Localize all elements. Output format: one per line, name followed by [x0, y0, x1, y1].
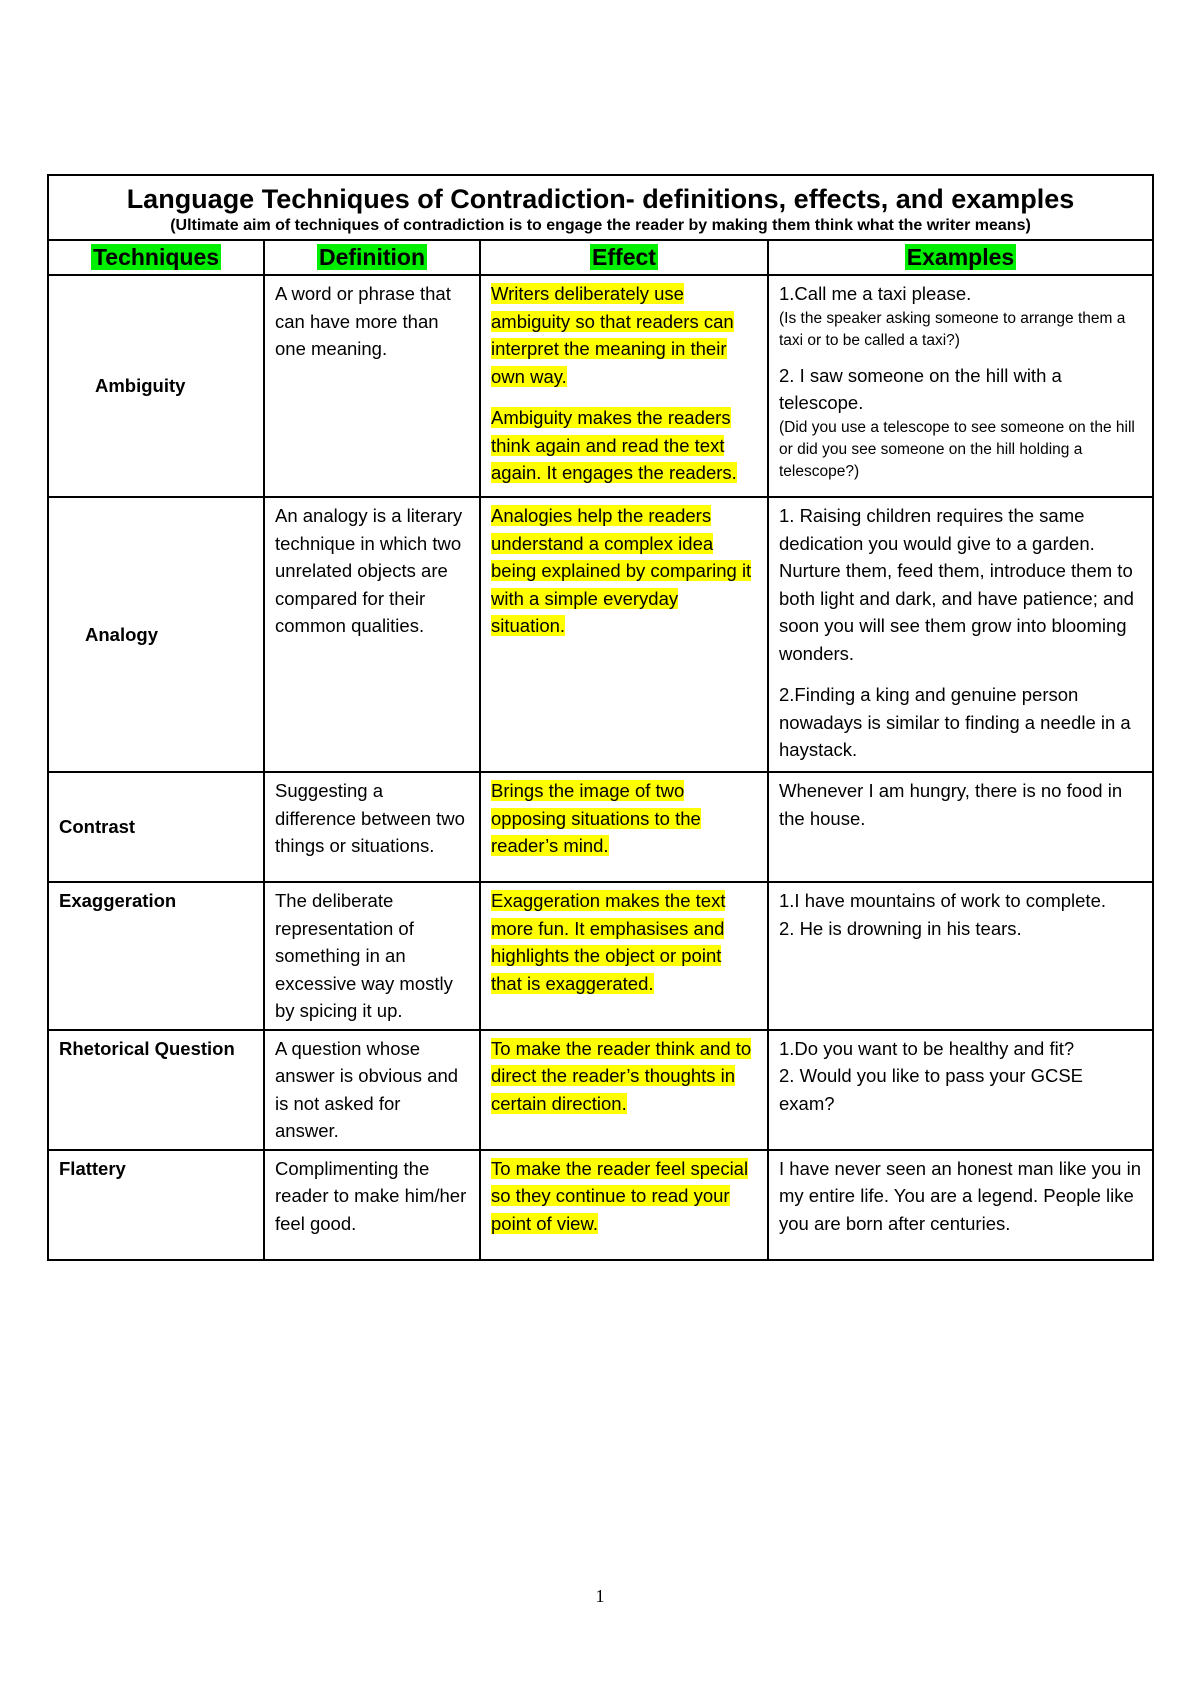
technique-label: Contrast: [59, 816, 136, 838]
definition-cell: [264, 1030, 480, 1150]
example-text: 2. Would you like to pass your GCSE exam?: [779, 1065, 1084, 1114]
technique-ambiguity: [48, 275, 264, 497]
technique-analogy: [48, 497, 264, 772]
effect-cell: [480, 772, 768, 882]
technique-label: Ambiguity: [95, 375, 186, 397]
definition-text: A word or phrase that can have more than one meaning.: [275, 283, 451, 359]
technique-contrast: [48, 772, 264, 882]
table-row: [48, 882, 1153, 1030]
technique-flattery: [48, 1150, 264, 1260]
header-techniques-cell: [48, 240, 264, 275]
title-row: [48, 175, 1153, 240]
definition-text: An analogy is a literary technique in which two unrelated objects are compared for their common qualities.: [275, 505, 463, 636]
table-row: [48, 497, 1153, 772]
header-examples: Examples: [906, 244, 1015, 270]
technique-label: Exaggeration: [59, 890, 177, 911]
effect-text: Ambiguity makes the readers think again and read the text again. It engages the readers.: [491, 407, 737, 483]
example-text: 1.Do you want to be healthy and fit?: [779, 1037, 1075, 1059]
header-effect-cell: [480, 240, 768, 275]
effect-text: Brings the image of two opposing situations to the reader’s mind.: [491, 780, 701, 856]
header-effect: Effect: [592, 244, 656, 270]
technique-rhetorical-question: [48, 1030, 264, 1150]
table-row: [48, 1030, 1153, 1150]
definition-text: Complimenting the reader to make him/her feel good.: [275, 1157, 467, 1234]
definition-cell: [264, 497, 480, 772]
example-text: Whenever I am hungry, there is no food in the house.: [779, 780, 1123, 829]
example-text: 2.Finding a king and genuine person nowadays is similar to finding a needle in a haystack.: [779, 684, 1131, 760]
document-title: Language Techniques of Contradiction- definitions, effects, and examples: [126, 184, 1075, 214]
effect-cell: [480, 275, 768, 497]
effect-text: Writers deliberately use ambiguity so that readers can interpret the meaning in their own way.: [491, 283, 734, 387]
document-subtitle: (Ultimate aim of techniques of contradiction is to engage the reader by making them think what the writer means): [170, 217, 1031, 234]
example-note: (Did you use a telescope to see someone on the hill or did you see someone on the hill holding a telescope?): [779, 418, 1135, 480]
page-number: 1: [595, 1586, 605, 1606]
example-text: 2. He is drowning in his tears.: [779, 917, 1022, 939]
examples-cell: [768, 882, 1153, 1030]
technique-label: Rhetorical Question: [59, 1037, 235, 1059]
definition-text: Suggesting a difference between two things or situations.: [275, 780, 465, 856]
example-text: 1.Call me a taxi please.: [779, 283, 972, 304]
definition-text: The deliberate representation of something in an excessive way mostly by spicing it up.: [275, 890, 453, 1021]
example-text: 1. Raising children requires the same dedication you would give to a garden. Nurture them, feed them, introduce them to both light and dark, and have patience; and soon you will see them grow into blooming wonders.: [779, 505, 1134, 664]
examples-cell: [768, 1030, 1153, 1150]
definition-cell: [264, 772, 480, 882]
definition-cell: [264, 882, 480, 1030]
techniques-table: [47, 174, 1154, 1261]
title-cell: [48, 175, 1153, 240]
examples-cell: [768, 772, 1153, 882]
table-row: [48, 772, 1153, 882]
table-row: [48, 275, 1153, 497]
definition-cell: [264, 1150, 480, 1260]
examples-cell: [768, 497, 1153, 772]
effect-text: Exaggeration makes the text more fun. It emphasises and highlights the object or point that is exaggerated.: [491, 890, 726, 994]
technique-label: Analogy: [85, 623, 158, 645]
table-row: [48, 1150, 1153, 1260]
header-row: [48, 240, 1153, 275]
effect-cell: [480, 1030, 768, 1150]
effect-text: To make the reader think and to direct the reader’s thoughts in certain direction.: [491, 1037, 752, 1114]
technique-exaggeration: [48, 882, 264, 1030]
effect-cell: [480, 882, 768, 1030]
effect-cell: [480, 497, 768, 772]
effect-text: Analogies help the readers understand a complex idea being explained by comparing it with a simple everyday situation.: [491, 505, 752, 636]
header-definition: Definition: [318, 244, 426, 270]
definition-cell: [264, 275, 480, 497]
example-note: (Is the speaker asking someone to arrange them a taxi or to be called a taxi?): [779, 309, 1126, 349]
header-examples-cell: [768, 240, 1153, 275]
example-text: I have never seen an honest man like you in my entire life. You are a legend. People like you are born after centuries.: [779, 1157, 1142, 1234]
examples-cell: [768, 275, 1153, 497]
effect-text: To make the reader feel special so they continue to read your point of view.: [491, 1157, 749, 1234]
technique-label: Flattery: [59, 1157, 126, 1179]
example-text: 1.I have mountains of work to complete.: [779, 890, 1107, 911]
header-techniques: Techniques: [92, 244, 220, 270]
examples-cell: [768, 1150, 1153, 1260]
definition-text: A question whose answer is obvious and is not asked for answer.: [275, 1037, 459, 1141]
example-text: 2. I saw someone on the hill with a telescope.: [779, 364, 1062, 413]
header-definition-cell: [264, 240, 480, 275]
effect-cell: [480, 1150, 768, 1260]
